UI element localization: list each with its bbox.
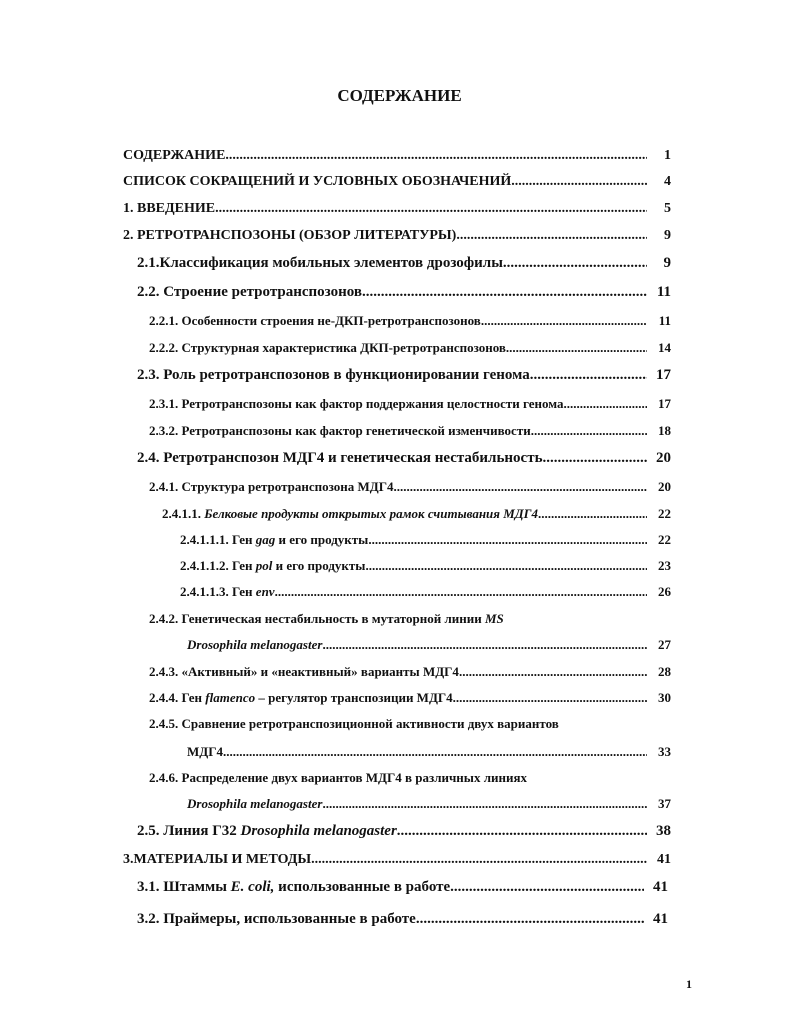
- dot-leader: [481, 314, 647, 327]
- dot-leader: [365, 559, 647, 572]
- toc-entry[interactable]: [187, 638, 671, 651]
- dot-leader: [215, 202, 647, 216]
- toc-page-number: 41: [653, 879, 668, 895]
- toc-entry[interactable]: [123, 175, 671, 189]
- dot-leader: [456, 229, 647, 243]
- toc-page-number: 41: [653, 911, 668, 927]
- dot-leader: [538, 507, 647, 520]
- toc-entry-title: 2.2. Строение ретротранспозонов: [137, 284, 362, 300]
- toc-entry-title: 2.2.1. Особенности строения не-ДКП-ретротранспозонов: [149, 313, 481, 328]
- page-number: 1: [686, 977, 692, 991]
- toc-entry-first-line[interactable]: 2.4.2. Генетическая нестабильность в мутаторной линии MS: [149, 611, 504, 626]
- toc-entry[interactable]: [149, 314, 671, 327]
- toc-entry-first-line[interactable]: 2.4.5. Сравнение ретротранспозиционной активности двух вариантов: [149, 716, 559, 731]
- toc-page-number: 28: [658, 664, 671, 679]
- toc-page-number: 1: [664, 148, 671, 163]
- dot-leader: [311, 853, 647, 867]
- dot-leader: [362, 285, 647, 300]
- dot-leader: [511, 175, 647, 189]
- toc-entry-title: Drosophila melanogaster: [187, 796, 323, 811]
- dot-leader: [563, 397, 647, 410]
- dot-leader: [322, 638, 647, 651]
- page-title: СОДЕРЖАНИЕ: [337, 86, 462, 105]
- toc-page-number: 18: [658, 423, 671, 438]
- dot-leader: [450, 880, 644, 895]
- dot-leader: [397, 824, 647, 839]
- toc-page-number: 11: [656, 284, 671, 300]
- toc-entry-title: 2.4.1.1.2. Ген pol и его продукты: [180, 558, 366, 573]
- toc-entry[interactable]: [187, 745, 671, 758]
- toc-entry[interactable]: [137, 285, 671, 300]
- toc-page-number: 20: [658, 479, 671, 494]
- dot-leader: [416, 912, 644, 927]
- toc-entry[interactable]: [123, 853, 671, 867]
- toc-entry[interactable]: [149, 480, 671, 493]
- toc-entry[interactable]: [180, 585, 671, 598]
- toc-entry-title: 2.4.1.1.3. Ген env: [180, 584, 275, 599]
- toc-entry[interactable]: [149, 341, 671, 354]
- toc-entry-title: 3.1. Штаммы E. coli, использованные в работе: [137, 879, 451, 895]
- dot-leader: [503, 256, 647, 271]
- toc-entry-title: 2.3.1. Ретротранспозоны как фактор поддержания целостности генома: [149, 396, 564, 411]
- toc-entry[interactable]: [162, 507, 671, 520]
- dot-leader: [453, 691, 647, 704]
- toc-entry-title: 2.2.2. Структурная характеристика ДКП-ретротранспозонов: [149, 340, 506, 355]
- toc-entry[interactable]: [123, 229, 671, 243]
- toc-page-number: 38: [656, 823, 671, 839]
- toc-entry-title: МДГ4: [187, 744, 223, 759]
- toc-entry-title: 2.4. Ретротранспозон МДГ4 и генетическая нестабильность: [137, 450, 543, 466]
- toc-entry-first-line[interactable]: 2.4.6. Распределение двух вариантов МДГ4 в различных линиях: [149, 770, 527, 785]
- toc-entry-title: СОДЕРЖАНИЕ: [123, 148, 226, 163]
- toc-page-number: 26: [658, 584, 671, 599]
- toc-page-number: 37: [658, 796, 671, 811]
- toc-page-number: 27: [658, 637, 671, 652]
- dot-leader: [322, 797, 647, 810]
- toc-entry[interactable]: [149, 691, 671, 704]
- toc-page-number: 41: [657, 852, 671, 867]
- toc-entry-title: 2.3. Роль ретротранспозонов в функционировании генома: [137, 367, 530, 383]
- toc-entry-title: 2.5. Линия Г32 Drosophila melanogaster: [137, 823, 397, 839]
- toc-entry[interactable]: [137, 256, 671, 271]
- toc-page-number: 4: [664, 174, 671, 189]
- toc-entry[interactable]: [137, 824, 671, 839]
- dot-leader: [531, 424, 647, 437]
- dot-leader: [543, 451, 647, 466]
- toc-entry-title: 2.3.2. Ретротранспозоны как фактор генетической изменчивости: [149, 423, 531, 438]
- toc-page-number: 9: [664, 228, 671, 243]
- toc-entry[interactable]: [123, 149, 671, 163]
- toc-page-number: 9: [663, 255, 671, 271]
- toc-page-number: 33: [658, 744, 671, 759]
- toc-entry[interactable]: [180, 533, 671, 546]
- toc-page-number: 5: [664, 201, 671, 216]
- toc-entry-title: 2. РЕТРОТРАНСПОЗОНЫ (ОБЗОР ЛИТЕРАТУРЫ): [123, 228, 457, 243]
- toc-page-number: 17: [658, 396, 671, 411]
- dot-leader: [223, 745, 647, 758]
- toc-entry[interactable]: [187, 797, 671, 810]
- toc-entry[interactable]: [137, 368, 671, 383]
- toc-entry[interactable]: [137, 912, 668, 927]
- toc-entry[interactable]: [180, 559, 671, 572]
- toc-page-number: 17: [656, 367, 671, 383]
- dot-leader: [368, 533, 647, 546]
- toc-entry[interactable]: [149, 424, 671, 437]
- toc-entry[interactable]: [123, 202, 671, 216]
- toc-entry-title: 3.2. Праймеры, использованные в работе: [137, 911, 416, 927]
- toc-entry-title: 2.4.1.1. Белковые продукты открытых рамок считывания МДГ4: [162, 506, 539, 521]
- toc-page-number: 22: [658, 506, 671, 521]
- toc-entry-title: 2.4.4. Ген flamenco – регулятор транспозиции МДГ4: [149, 690, 453, 705]
- toc-entry-title: 2.4.1.1.1. Ген gag и его продукты: [180, 532, 369, 547]
- toc-entry[interactable]: [149, 665, 671, 678]
- toc-entry-title: 2.1.Классификация мобильных элементов дрозофилы: [137, 255, 503, 271]
- toc-entry-title: 2.4.1. Структура ретротранспозона МДГ4: [149, 479, 394, 494]
- toc-entry-title: Drosophila melanogaster: [187, 637, 323, 652]
- toc-entry-title: 2.4.3. «Активный» и «неактивный» варианты МДГ4: [149, 664, 459, 679]
- toc-entry-title: 1. ВВЕДЕНИЕ: [123, 201, 216, 216]
- dot-leader: [394, 480, 647, 493]
- toc-page-number: 30: [658, 690, 671, 705]
- dot-leader: [459, 665, 647, 678]
- dot-leader: [506, 341, 647, 354]
- toc-page-number: 11: [658, 313, 671, 328]
- toc-page-number: 20: [656, 450, 671, 466]
- toc-entry-title: СПИСОК СОКРАЩЕНИЙ И УСЛОВНЫХ ОБОЗНАЧЕНИЙ: [123, 174, 512, 189]
- dot-leader: [225, 149, 647, 163]
- dot-leader: [275, 585, 647, 598]
- toc-entry[interactable]: [137, 451, 671, 466]
- toc-page-number: 23: [658, 558, 671, 573]
- toc-entry-title: 3.МАТЕРИАЛЫ И МЕТОДЫ: [123, 852, 312, 867]
- toc-page-number: 22: [658, 532, 671, 547]
- dot-leader: [530, 368, 647, 383]
- toc-entry[interactable]: [137, 880, 668, 895]
- toc-entry[interactable]: [149, 397, 671, 410]
- toc-page-number: 14: [658, 340, 671, 355]
